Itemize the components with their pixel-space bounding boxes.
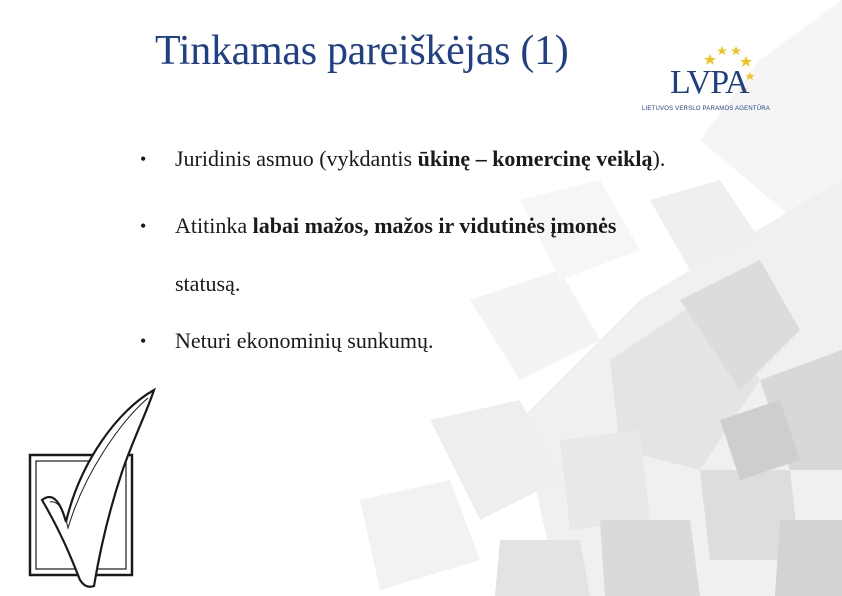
- logo-mark: LVPA: [670, 64, 749, 101]
- bullet-1-plain: Juridinis asmuo (vykdantis: [175, 146, 418, 171]
- bullet-dot: •: [140, 149, 147, 169]
- bullet-1-end: ).: [652, 146, 666, 171]
- bullet-2-bold: labai mažos, mažos ir vidutinės įmonės: [252, 213, 617, 238]
- bullet-text-1: [175, 148, 665, 170]
- bullet-2-continuation-text: statusą.: [175, 271, 241, 296]
- bullet-dot: •: [140, 216, 147, 236]
- lvpa-logo: [638, 40, 768, 118]
- slide-title: Tinkamas pareiškėjas (1): [155, 28, 569, 74]
- bullet-text-3: Neturi ekonominių sunkumų.: [175, 328, 434, 353]
- bullet-2-plain: Atitinka: [175, 213, 253, 238]
- bullet-text-2: [175, 215, 616, 237]
- logo-subtitle: LIETUVOS VERSLO PARAMOS AGENTŪRA: [642, 106, 770, 112]
- checkmark-box-icon: [28, 382, 168, 592]
- bullet-dot: •: [140, 331, 147, 351]
- bullet-1-bold: ūkinę – komercinę veiklą: [417, 146, 653, 171]
